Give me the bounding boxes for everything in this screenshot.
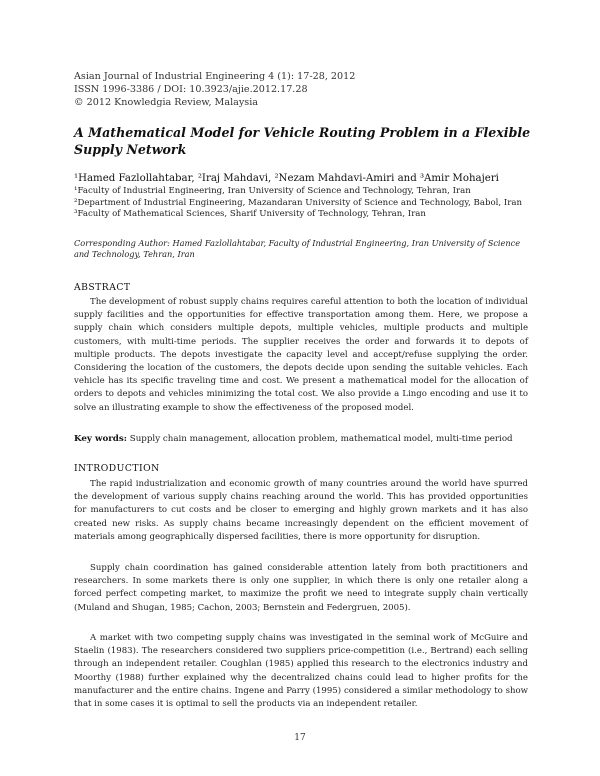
abstract-text <box>74 296 528 415</box>
paragraph-text: The rapid industrialization and economic growth of many countries around the world have spurred the development of various supply chains reaching around the world. This has provided opportunities for manufacturers to cut costs and be closer to emerging and highly grown markets and it has also created new risks. As supply chains became increasingly dependent on the efficient movement of materials among geographically dispersed facilities, there is more opportunity for disruption. <box>74 479 528 542</box>
affiliation-2: ²Department of Industrial Engineering, Mazandaran University of Science and Technology, Babol, Iran <box>74 197 523 208</box>
introduction-heading: INTRODUCTION <box>74 463 160 474</box>
affiliation-3: ³Faculty of Mathematical Sciences, Sharif University of Technology, Tehran, Iran <box>74 209 426 219</box>
keywords-label: Key words: <box>74 434 127 444</box>
abstract-heading: ABSTRACT <box>74 282 131 293</box>
introduction-paragraph-1 <box>74 478 528 544</box>
copyright-line: © 2012 Knowledgia Review, Malaysia <box>74 97 259 108</box>
affiliation-1: ¹Faculty of Industrial Engineering, Iran University of Science and Technology, Tehran, Iran <box>74 186 471 196</box>
author-list: ¹Hamed Fazlollahtabar, ²Iraj Mahdavi, ²Nezam Mahdavi-Amiri and ³Amir Mohajeri <box>74 173 499 184</box>
journal-citation: Asian Journal of Industrial Engineering 4 (1): 17-28, 2012 <box>74 71 356 82</box>
introduction-paragraph-2 <box>74 562 528 615</box>
page-number: 17 <box>294 733 306 743</box>
affiliations <box>74 186 522 221</box>
corresponding-author: Corresponding Author: Hamed Fazlollahtabar, Faculty of Industrial Engineering, Iran University of Science and Technology, Tehran, Iran <box>74 238 521 259</box>
issn-doi: ISSN 1996-3386 / DOI: 10.3923/ajie.2012.17.28 <box>74 84 308 95</box>
abstract-paragraph: The development of robust supply chains requires careful attention to both the location of individual supply facilities and the opportunities for effective transportation among them. Here, we propose a supply chain which considers multiple depots, multiple vehicles, multiple products and multiple customers, with multi-time periods. The supplier receives the order and forwards it to depots of multiple products. The depots investigate the capacity level and accept/refuse supplying the order. Considering the location of the customers, the depots decide upon sending the suitable vehicles. Each vehicle has its specific traveling time and cost. We present a mathematical model for the allocation of orders to depots and vehicles minimizing the total cost. We also provide a Lingo encoding and use it to solve an illustrating example to show the effectiveness of the proposed model. <box>74 297 528 413</box>
paragraph-text: A market with two competing supply chains was investigated in the seminal work of McGuire and Staelin (1983). The researchers considered two suppliers price-competition (i.e., Bertrand) each selling through an independent retailer. Coughlan (1985) applied this research to the electronics industry and Moorthy (1988) further explained why the decentralized chains could lead to higher profits for the manufacturer and the entire chains. Ingene and Parry (1995) considered a similar methodology to show that in some cases it is optimal to sell the products via an independent retailer. <box>74 633 528 710</box>
journal-header <box>74 70 355 109</box>
paper-title: A Mathematical Model for Vehicle Routing Problem in a Flexible Supply Network <box>74 125 531 157</box>
paragraph-text: Supply chain coordination has gained considerable attention lately from both practitioners and researchers. In some markets there is only one supplier, in which there is only one retailer along a forced perfect competing market, to maximize the profit we need to integrate supply chain vertically (Muland and Shugan, 1985; Cachon, 2003; Bernstein and Federgruen, 2005). <box>74 563 528 613</box>
introduction-paragraph-3 <box>74 632 528 711</box>
keywords-text: Supply chain management, allocation problem, mathematical model, multi-time period <box>129 434 513 444</box>
keywords <box>74 433 534 445</box>
